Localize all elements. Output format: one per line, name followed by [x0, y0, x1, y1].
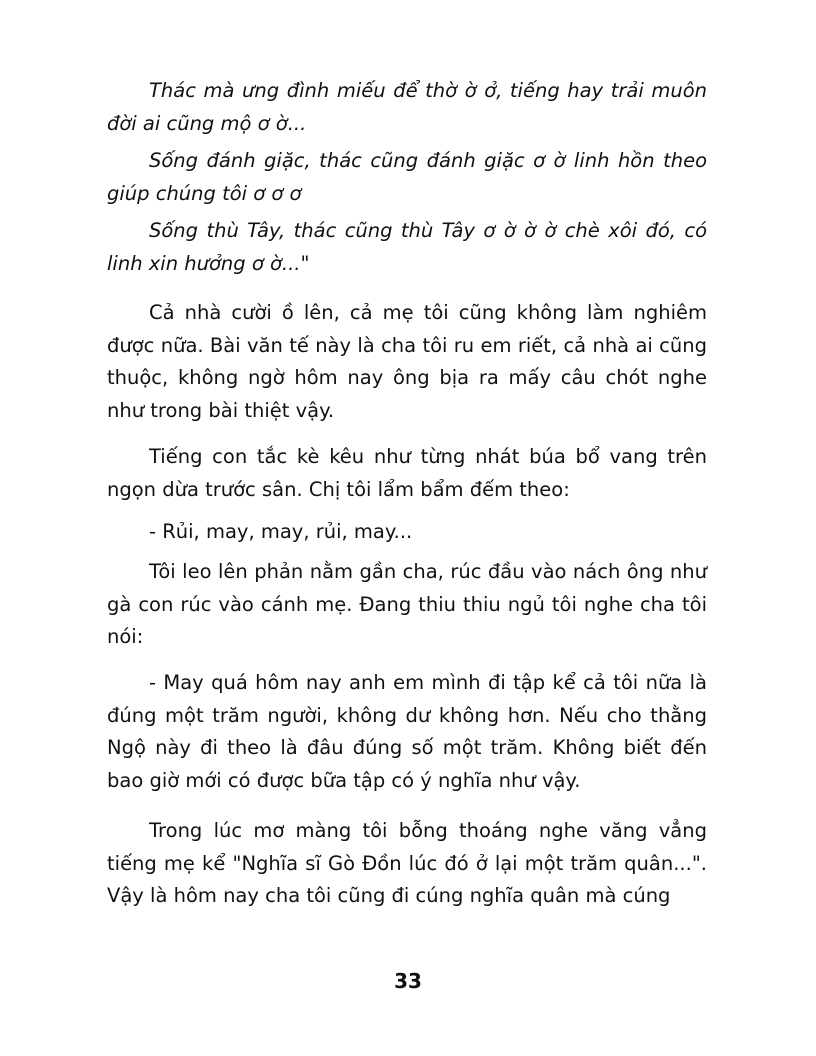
paragraph-1: Cả nhà cười ồ lên, cả mẹ tôi cũng không làm nghiêm được nữa. Bài văn tế này là cha tôi ru em riết, cả nhà ai cũng thuộc, không ngờ hôm nay ông bịa ra mấy câu chót nghe như trong bài thiệt vậy.: [107, 301, 707, 422]
page-number: 33: [394, 969, 422, 993]
paragraph-5: - May quá hôm nay anh em mình đi tập kể cả tôi nữa là đúng một trăm người, không dư không hơn. Nếu cho thằng Ngộ này đi theo là đâu đúng số một trăm. Không biết đến bao giờ mới có được bữa tập có ý nghĩa như vậy.: [107, 671, 707, 792]
paragraph-3: - Rủi, may, may, rủi, may...: [149, 520, 413, 543]
verse-line-1: Thác mà ưng đình miếu để thờ ờ ở, tiếng hay trải muôn đời ai cũng mộ ơ ờ...: [107, 79, 707, 135]
paragraph-4: Tôi leo lên phản nằm gần cha, rúc đầu vào nách ông như gà con rúc vào cánh mẹ. Đang thiu thiu ngủ tôi nghe cha tôi nói:: [107, 560, 707, 648]
verse-line-2: Sống đánh giặc, thác cũng đánh giặc ơ ờ linh hồn theo giúp chúng tôi ơ ơ ơ: [107, 149, 707, 205]
paragraph-6: Trong lúc mơ màng tôi bỗng thoáng nghe văng vẳng tiếng mẹ kể "Nghĩa sĩ Gò Đồn lúc đó ở lại một trăm quân...". Vậy là hôm nay cha tôi cũng đi cúng nghĩa quân mà cúng: [107, 819, 707, 907]
verse-line-3: Sống thù Tây, thác cũng thù Tây ơ ờ ờ ờ chè xôi đó, có linh xin hưởng ơ ờ...": [107, 219, 707, 275]
paragraph-2: Tiếng con tắc kè kêu như từng nhát búa bổ vang trên ngọn dừa trước sân. Chị tôi lẩm bẩm đếm theo:: [107, 445, 707, 501]
